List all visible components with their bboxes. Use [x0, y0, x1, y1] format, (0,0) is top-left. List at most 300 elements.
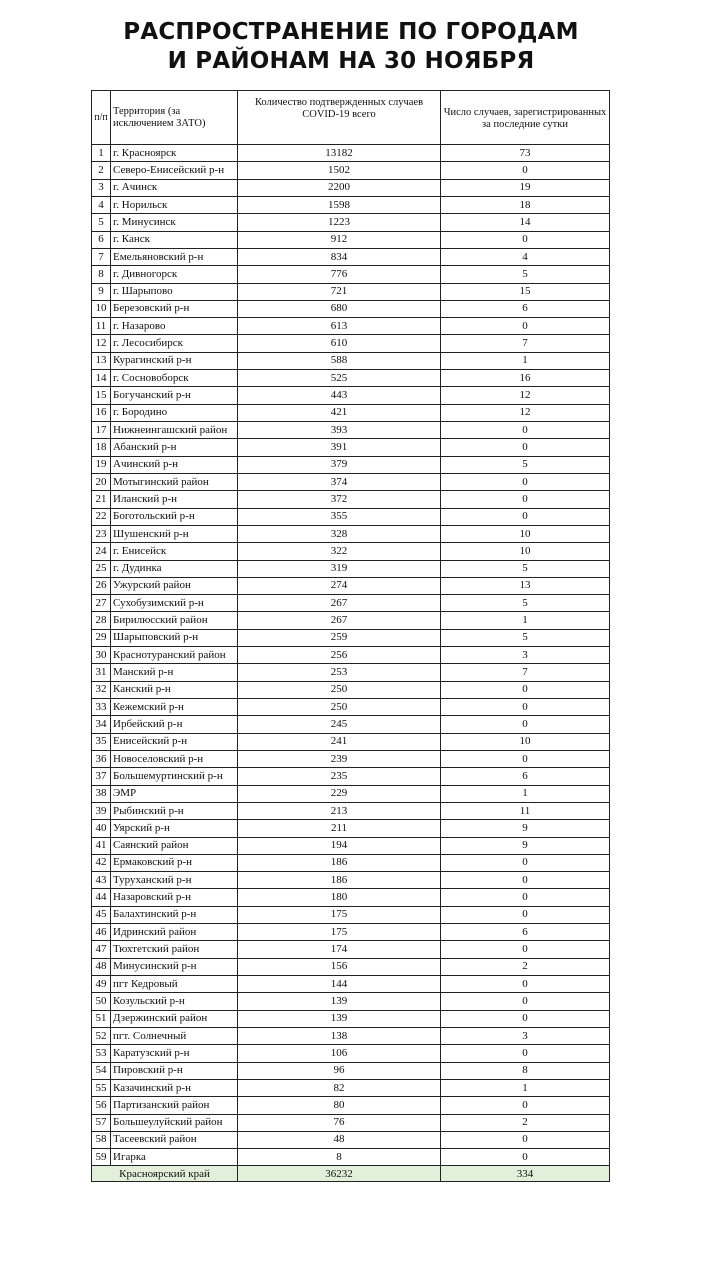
- row-total-cases: 245: [238, 716, 441, 733]
- row-number: 4: [92, 196, 111, 213]
- row-territory: Ермаковский р-н: [111, 854, 238, 871]
- table-header-row: [92, 91, 610, 145]
- table-row: [92, 318, 610, 335]
- table-footer-row: [92, 1166, 610, 1182]
- table-row: [92, 1131, 610, 1148]
- table-row: [92, 699, 610, 716]
- row-territory: г. Бородино: [111, 404, 238, 421]
- row-total-cases: 82: [238, 1079, 441, 1096]
- table-row: [92, 1062, 610, 1079]
- row-daily-cases: 0: [441, 1097, 610, 1114]
- row-number: 41: [92, 837, 111, 854]
- table-row: [92, 491, 610, 508]
- table-row: [92, 473, 610, 490]
- row-daily-cases: 0: [441, 889, 610, 906]
- row-number: 54: [92, 1062, 111, 1079]
- table-body: [92, 145, 610, 1166]
- row-total-cases: 229: [238, 785, 441, 802]
- row-daily-cases: 5: [441, 629, 610, 646]
- row-territory: Ирбейский р-н: [111, 716, 238, 733]
- row-territory: Партизанский район: [111, 1097, 238, 1114]
- row-daily-cases: 10: [441, 525, 610, 542]
- row-number: 9: [92, 283, 111, 300]
- row-territory: Мотыгинский район: [111, 473, 238, 490]
- row-territory: г. Красноярск: [111, 145, 238, 162]
- row-territory: Краснотуранский район: [111, 647, 238, 664]
- table-row: [92, 837, 610, 854]
- row-total-cases: 379: [238, 456, 441, 473]
- row-daily-cases: 0: [441, 976, 610, 993]
- row-daily-cases: 10: [441, 543, 610, 560]
- row-number: 25: [92, 560, 111, 577]
- row-number: 45: [92, 906, 111, 923]
- row-total-cases: 721: [238, 283, 441, 300]
- row-number: 56: [92, 1097, 111, 1114]
- row-number: 37: [92, 768, 111, 785]
- row-daily-cases: 14: [441, 214, 610, 231]
- row-number: 26: [92, 577, 111, 594]
- row-daily-cases: 18: [441, 196, 610, 213]
- row-total-cases: 322: [238, 543, 441, 560]
- covid-cases-table: [91, 90, 610, 1182]
- row-daily-cases: 7: [441, 664, 610, 681]
- row-territory: г. Минусинск: [111, 214, 238, 231]
- row-daily-cases: 0: [441, 1149, 610, 1166]
- table-row: [92, 214, 610, 231]
- table-row: [92, 525, 610, 542]
- row-total-cases: 776: [238, 266, 441, 283]
- row-number: 30: [92, 647, 111, 664]
- table-row: [92, 958, 610, 975]
- row-territory: Шушенский р-н: [111, 525, 238, 542]
- row-territory: Абанский р-н: [111, 439, 238, 456]
- row-daily-cases: 12: [441, 387, 610, 404]
- row-daily-cases: 0: [441, 906, 610, 923]
- row-territory: Шарыповский р-н: [111, 629, 238, 646]
- row-number: 13: [92, 352, 111, 369]
- table-row: [92, 1079, 610, 1096]
- row-territory: Саянский район: [111, 837, 238, 854]
- row-total-cases: 76: [238, 1114, 441, 1131]
- row-territory: ЭМР: [111, 785, 238, 802]
- table-row: [92, 681, 610, 698]
- row-territory: г. Енисейск: [111, 543, 238, 560]
- row-number: 48: [92, 958, 111, 975]
- row-total-cases: 443: [238, 387, 441, 404]
- table-row: [92, 179, 610, 196]
- row-number: 40: [92, 820, 111, 837]
- table-row: [92, 664, 610, 681]
- table-row: [92, 370, 610, 387]
- row-number: 14: [92, 370, 111, 387]
- page-title-line-2: И РАЙОНАМ НА 30 НОЯБРЯ: [167, 48, 535, 74]
- row-territory: Емельяновский р-н: [111, 248, 238, 265]
- table-row: [92, 352, 610, 369]
- table-row: [92, 647, 610, 664]
- row-total-cases: 374: [238, 473, 441, 490]
- row-territory: Минусинский р-н: [111, 958, 238, 975]
- row-number: 28: [92, 612, 111, 629]
- table-row: [92, 906, 610, 923]
- table-row: [92, 750, 610, 767]
- row-daily-cases: 1: [441, 785, 610, 802]
- row-daily-cases: 10: [441, 733, 610, 750]
- row-number: 3: [92, 179, 111, 196]
- row-daily-cases: 0: [441, 508, 610, 525]
- row-total-cases: 175: [238, 906, 441, 923]
- row-territory: г. Дудинка: [111, 560, 238, 577]
- row-total-cases: 194: [238, 837, 441, 854]
- table-row: [92, 387, 610, 404]
- row-number: 34: [92, 716, 111, 733]
- row-territory: пгт. Солнечный: [111, 1027, 238, 1044]
- row-territory: Игарка: [111, 1149, 238, 1166]
- row-total-cases: 355: [238, 508, 441, 525]
- row-daily-cases: 0: [441, 1010, 610, 1027]
- row-total-cases: 610: [238, 335, 441, 352]
- row-territory: Тюхтетский район: [111, 941, 238, 958]
- row-number: 49: [92, 976, 111, 993]
- row-territory: Тасеевский район: [111, 1131, 238, 1148]
- table-row: [92, 266, 610, 283]
- row-daily-cases: 9: [441, 837, 610, 854]
- row-number: 58: [92, 1131, 111, 1148]
- row-total-cases: 328: [238, 525, 441, 542]
- row-territory: г. Канск: [111, 231, 238, 248]
- row-daily-cases: 0: [441, 681, 610, 698]
- row-daily-cases: 5: [441, 560, 610, 577]
- row-daily-cases: 0: [441, 872, 610, 889]
- table-row: [92, 1027, 610, 1044]
- row-daily-cases: 11: [441, 802, 610, 819]
- table-row: [92, 439, 610, 456]
- row-number: 47: [92, 941, 111, 958]
- row-daily-cases: 6: [441, 768, 610, 785]
- row-total-cases: 175: [238, 924, 441, 941]
- row-territory: пгт Кедровый: [111, 976, 238, 993]
- row-total-cases: 1223: [238, 214, 441, 231]
- row-territory: г. Норильск: [111, 196, 238, 213]
- row-daily-cases: 16: [441, 370, 610, 387]
- row-number: 46: [92, 924, 111, 941]
- row-territory: Северо-Енисейский р-н: [111, 162, 238, 179]
- table-row: [92, 231, 610, 248]
- row-territory: Курагинский р-н: [111, 352, 238, 369]
- row-daily-cases: 2: [441, 1114, 610, 1131]
- row-number: 2: [92, 162, 111, 179]
- row-number: 50: [92, 993, 111, 1010]
- row-daily-cases: 8: [441, 1062, 610, 1079]
- row-territory: Нижнеингашский район: [111, 422, 238, 439]
- row-total-cases: 138: [238, 1027, 441, 1044]
- table-row: [92, 976, 610, 993]
- row-total-cases: 186: [238, 872, 441, 889]
- footer-total-cases: 36232: [238, 1166, 441, 1182]
- row-daily-cases: 0: [441, 439, 610, 456]
- row-territory: г. Шарыпово: [111, 283, 238, 300]
- row-total-cases: 525: [238, 370, 441, 387]
- row-daily-cases: 7: [441, 335, 610, 352]
- row-number: 12: [92, 335, 111, 352]
- row-number: 32: [92, 681, 111, 698]
- row-number: 52: [92, 1027, 111, 1044]
- row-territory: Большемуртинский р-н: [111, 768, 238, 785]
- row-total-cases: 274: [238, 577, 441, 594]
- row-daily-cases: 4: [441, 248, 610, 265]
- row-territory: Манский р-н: [111, 664, 238, 681]
- row-territory: Казачинский р-н: [111, 1079, 238, 1096]
- row-territory: Иланский р-н: [111, 491, 238, 508]
- row-daily-cases: 0: [441, 941, 610, 958]
- row-total-cases: 912: [238, 231, 441, 248]
- row-territory: Канский р-н: [111, 681, 238, 698]
- row-daily-cases: 0: [441, 422, 610, 439]
- row-territory: Боготольский р-н: [111, 508, 238, 525]
- table-row: [92, 543, 610, 560]
- row-total-cases: 250: [238, 699, 441, 716]
- row-number: 27: [92, 595, 111, 612]
- table-row: [92, 612, 610, 629]
- table-row: [92, 924, 610, 941]
- table-row: [92, 335, 610, 352]
- row-number: 7: [92, 248, 111, 265]
- row-total-cases: 393: [238, 422, 441, 439]
- row-territory: Пировский р-н: [111, 1062, 238, 1079]
- row-daily-cases: 6: [441, 300, 610, 317]
- row-territory: г. Сосновоборск: [111, 370, 238, 387]
- header-number: п/п: [92, 91, 111, 145]
- row-number: 35: [92, 733, 111, 750]
- row-territory: Рыбинский р-н: [111, 802, 238, 819]
- row-daily-cases: 9: [441, 820, 610, 837]
- row-total-cases: 250: [238, 681, 441, 698]
- row-daily-cases: 0: [441, 1131, 610, 1148]
- row-daily-cases: 0: [441, 854, 610, 871]
- row-total-cases: 319: [238, 560, 441, 577]
- row-number: 18: [92, 439, 111, 456]
- row-number: 16: [92, 404, 111, 421]
- row-total-cases: 256: [238, 647, 441, 664]
- table-row: [92, 1097, 610, 1114]
- table-row: [92, 802, 610, 819]
- table-row: [92, 1045, 610, 1062]
- row-total-cases: 213: [238, 802, 441, 819]
- row-territory: Березовский р-н: [111, 300, 238, 317]
- row-total-cases: 8: [238, 1149, 441, 1166]
- row-number: 23: [92, 525, 111, 542]
- row-territory: Идринский район: [111, 924, 238, 941]
- table-row: [92, 300, 610, 317]
- table-row: [92, 1114, 610, 1131]
- row-total-cases: 139: [238, 1010, 441, 1027]
- row-daily-cases: 3: [441, 647, 610, 664]
- footer-region-label: Красноярский край: [92, 1166, 238, 1182]
- row-daily-cases: 2: [441, 958, 610, 975]
- table-row: [92, 456, 610, 473]
- row-total-cases: 48: [238, 1131, 441, 1148]
- row-number: 59: [92, 1149, 111, 1166]
- row-daily-cases: 0: [441, 699, 610, 716]
- row-number: 21: [92, 491, 111, 508]
- row-total-cases: 421: [238, 404, 441, 421]
- row-daily-cases: 0: [441, 491, 610, 508]
- table-row: [92, 629, 610, 646]
- header-daily-cases: Число случаев, зарегистрированных за последние сутки: [441, 91, 610, 145]
- row-territory: г. Дивногорск: [111, 266, 238, 283]
- row-number: 20: [92, 473, 111, 490]
- row-total-cases: 267: [238, 612, 441, 629]
- row-territory: Бирилюсский район: [111, 612, 238, 629]
- row-daily-cases: 0: [441, 750, 610, 767]
- row-total-cases: 80: [238, 1097, 441, 1114]
- row-total-cases: 211: [238, 820, 441, 837]
- row-territory: Каратузский р-н: [111, 1045, 238, 1062]
- table-row: [92, 422, 610, 439]
- row-number: 17: [92, 422, 111, 439]
- row-total-cases: 588: [238, 352, 441, 369]
- row-total-cases: 2200: [238, 179, 441, 196]
- row-territory: Ачинский р-н: [111, 456, 238, 473]
- row-daily-cases: 0: [441, 231, 610, 248]
- row-number: 44: [92, 889, 111, 906]
- row-daily-cases: 0: [441, 162, 610, 179]
- row-number: 51: [92, 1010, 111, 1027]
- row-total-cases: 267: [238, 595, 441, 612]
- row-total-cases: 180: [238, 889, 441, 906]
- row-territory: Балахтинский р-н: [111, 906, 238, 923]
- table-row: [92, 785, 610, 802]
- row-territory: Енисейский р-н: [111, 733, 238, 750]
- row-number: 22: [92, 508, 111, 525]
- row-number: 57: [92, 1114, 111, 1131]
- row-number: 42: [92, 854, 111, 871]
- row-number: 36: [92, 750, 111, 767]
- row-number: 1: [92, 145, 111, 162]
- row-territory: Кежемский р-н: [111, 699, 238, 716]
- row-total-cases: 96: [238, 1062, 441, 1079]
- table-row: [92, 248, 610, 265]
- table-row: [92, 941, 610, 958]
- table-row: [92, 404, 610, 421]
- table-row: [92, 872, 610, 889]
- row-total-cases: 144: [238, 976, 441, 993]
- table-row: [92, 1149, 610, 1166]
- row-number: 6: [92, 231, 111, 248]
- row-daily-cases: 12: [441, 404, 610, 421]
- footer-daily-cases: 334: [441, 1166, 610, 1182]
- row-total-cases: 239: [238, 750, 441, 767]
- header-territory: Территория (за исключением ЗАТО): [111, 91, 238, 145]
- row-number: 55: [92, 1079, 111, 1096]
- row-number: 33: [92, 699, 111, 716]
- table-row: [92, 283, 610, 300]
- row-daily-cases: 19: [441, 179, 610, 196]
- row-total-cases: 241: [238, 733, 441, 750]
- row-total-cases: 235: [238, 768, 441, 785]
- row-daily-cases: 13: [441, 577, 610, 594]
- table-row: [92, 1010, 610, 1027]
- row-number: 19: [92, 456, 111, 473]
- row-daily-cases: 0: [441, 716, 610, 733]
- row-total-cases: 139: [238, 993, 441, 1010]
- row-daily-cases: 0: [441, 473, 610, 490]
- row-number: 15: [92, 387, 111, 404]
- row-total-cases: 680: [238, 300, 441, 317]
- row-total-cases: 259: [238, 629, 441, 646]
- row-total-cases: 156: [238, 958, 441, 975]
- row-number: 10: [92, 300, 111, 317]
- row-daily-cases: 15: [441, 283, 610, 300]
- table-row: [92, 768, 610, 785]
- row-number: 39: [92, 802, 111, 819]
- row-total-cases: 1502: [238, 162, 441, 179]
- row-number: 38: [92, 785, 111, 802]
- row-daily-cases: 6: [441, 924, 610, 941]
- table-row: [92, 577, 610, 594]
- row-territory: г. Назарово: [111, 318, 238, 335]
- row-daily-cases: 1: [441, 1079, 610, 1096]
- row-total-cases: 13182: [238, 145, 441, 162]
- row-territory: г. Лесосибирск: [111, 335, 238, 352]
- row-number: 43: [92, 872, 111, 889]
- row-daily-cases: 73: [441, 145, 610, 162]
- row-total-cases: 253: [238, 664, 441, 681]
- row-total-cases: 106: [238, 1045, 441, 1062]
- table-row: [92, 716, 610, 733]
- table-row: [92, 162, 610, 179]
- row-number: 5: [92, 214, 111, 231]
- table-row: [92, 854, 610, 871]
- row-daily-cases: 5: [441, 456, 610, 473]
- row-territory: Туруханский р-н: [111, 872, 238, 889]
- row-territory: Большеулуйский район: [111, 1114, 238, 1131]
- row-daily-cases: 3: [441, 1027, 610, 1044]
- row-number: 11: [92, 318, 111, 335]
- row-territory: Козульский р-н: [111, 993, 238, 1010]
- row-total-cases: 391: [238, 439, 441, 456]
- table-row: [92, 889, 610, 906]
- row-total-cases: 613: [238, 318, 441, 335]
- row-daily-cases: 1: [441, 612, 610, 629]
- table-row: [92, 993, 610, 1010]
- table-footer: [92, 1166, 610, 1182]
- row-daily-cases: 0: [441, 318, 610, 335]
- table-row: [92, 595, 610, 612]
- row-total-cases: 174: [238, 941, 441, 958]
- row-daily-cases: 0: [441, 1045, 610, 1062]
- row-territory: Дзержинский район: [111, 1010, 238, 1027]
- row-total-cases: 1598: [238, 196, 441, 213]
- row-territory: Сухобузимский р-н: [111, 595, 238, 612]
- table-row: [92, 733, 610, 750]
- row-territory: Ужурский район: [111, 577, 238, 594]
- table-row: [92, 560, 610, 577]
- row-number: 24: [92, 543, 111, 560]
- row-number: 8: [92, 266, 111, 283]
- table-header: [92, 91, 610, 145]
- row-number: 31: [92, 664, 111, 681]
- row-number: 29: [92, 629, 111, 646]
- table-row: [92, 820, 610, 837]
- header-total-cases: Количество подтвержденных случаев COVID-19 всего: [238, 91, 441, 145]
- row-number: 53: [92, 1045, 111, 1062]
- row-territory: Уярский р-н: [111, 820, 238, 837]
- row-total-cases: 834: [238, 248, 441, 265]
- row-daily-cases: 1: [441, 352, 610, 369]
- row-territory: Новоселовский р-н: [111, 750, 238, 767]
- table-row: [92, 508, 610, 525]
- row-territory: Богучанский р-н: [111, 387, 238, 404]
